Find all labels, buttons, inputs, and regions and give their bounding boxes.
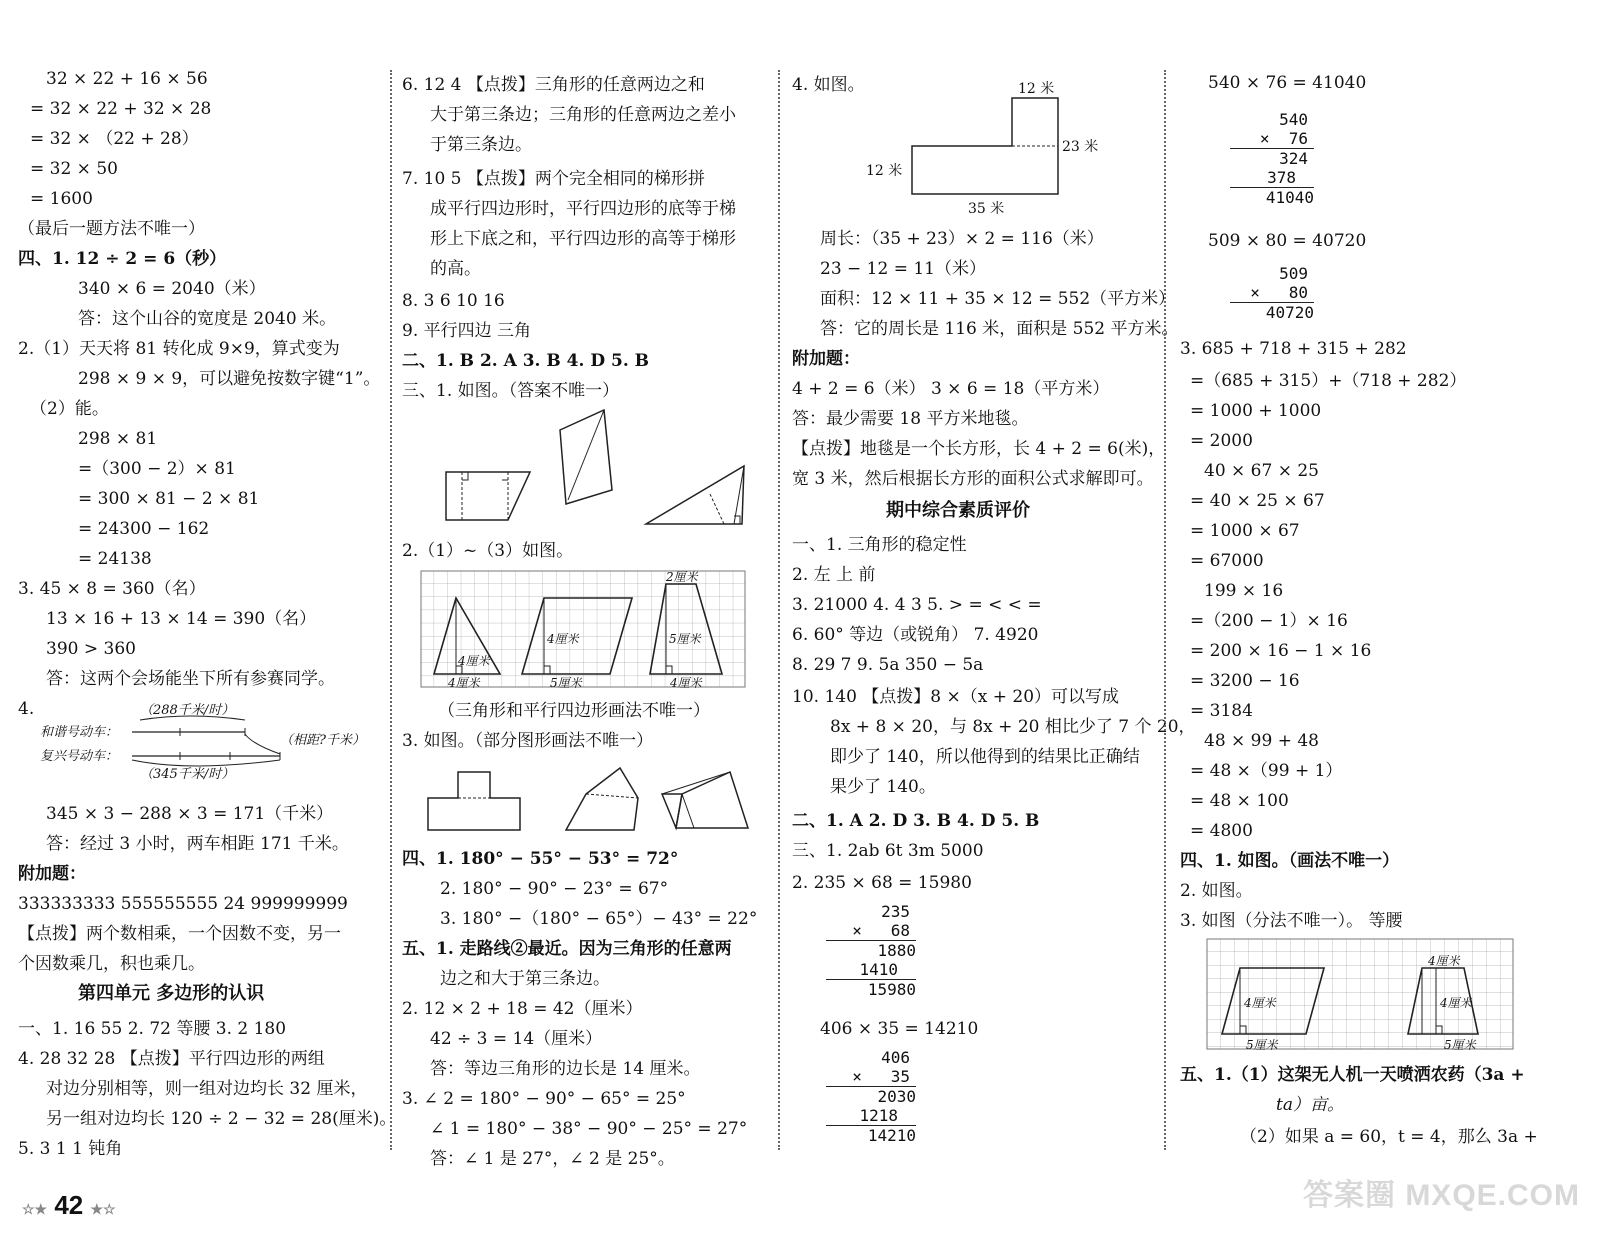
text-line: 2.（1）天天将 81 转化成 9×9，算式变为 [18, 339, 340, 359]
right-length-label: 23 米 [1062, 139, 1099, 155]
text-line: 于第三条边。 [430, 135, 532, 155]
mult-line: × 68 [826, 921, 916, 941]
text-line: 四、1. 12 ÷ 2 = 6（秒） [18, 249, 227, 269]
mult-line: 15980 [867, 980, 916, 999]
text-line: 3. 45 × 8 = 360（名） [18, 579, 206, 599]
train-lines [40, 700, 380, 782]
text-line: 三、1. 如图。（答案不唯一） [402, 381, 620, 401]
star-icon: ★☆ [90, 1201, 116, 1217]
text-line: 23 − 12 = 11（米） [820, 259, 986, 279]
l-shape-figure [862, 78, 1162, 238]
mult-line: 1218 [826, 1106, 916, 1126]
text-line: 五、1.（1）这架无人机一天喷洒农药（3a + [1180, 1065, 1525, 1085]
train-name-2: 复兴号动车： [40, 749, 119, 764]
text-line: 5. 3 1 1 钝角 [18, 1139, 123, 1159]
text-line: 四、1. 180° − 55° − 53° = 72° [402, 849, 679, 869]
speed-label-top: （288千米/时） [140, 703, 235, 718]
text-line: 4. [18, 699, 35, 719]
text-line: （三角形和平行四边形画法不唯一） [438, 701, 710, 721]
vertical-multiplication-3 [1230, 110, 1314, 207]
text-line: 2. 235 × 68 = 15980 [792, 873, 972, 893]
text-line: = 3200 − 16 [1190, 671, 1300, 691]
text-line: 540 × 76 = 41040 [1208, 73, 1367, 93]
top-length-label: 12 米 [1018, 81, 1055, 97]
heights-figure [442, 408, 772, 538]
text-line: 2. 左 上 前 [792, 565, 876, 585]
text-line: = 4800 [1190, 821, 1253, 841]
text-line: = 24138 [78, 549, 152, 569]
text-line: 三、1. 2ab 6t 3m 5000 [792, 841, 984, 861]
column-divider [1164, 70, 1166, 1150]
text-line: = 67000 [1190, 551, 1264, 571]
text-line: 一、1. 16 55 2. 72 等腰 3. 2 180 [18, 1019, 287, 1039]
mult-line: 509 [1279, 264, 1308, 283]
para-height-label-2: 4厘米 [1244, 996, 1276, 1010]
text-line: ta）亩。 [1276, 1095, 1344, 1115]
speed-label-bottom: （345千米/时） [140, 767, 235, 782]
text-line: 附加题： [792, 349, 860, 369]
text-line: 边之和大于第三条边。 [440, 969, 610, 989]
text-line: 48 × 99 + 48 [1204, 731, 1319, 751]
trap-height-label-2: 4厘米 [1440, 996, 1472, 1010]
text-line: = 24300 − 162 [78, 519, 210, 539]
text-line: 二、1. A 2. D 3. B 4. D 5. B [792, 811, 1040, 831]
text-line: 面积：12 × 11 + 35 × 12 = 552（平方米） [820, 289, 1176, 309]
text-line: 2. 12 × 2 + 18 = 42（厘米） [402, 999, 643, 1019]
mult-line: 1880 [877, 941, 916, 960]
text-line: 【点拨】两个数相乘，一个因数不变，另一 [18, 924, 341, 944]
text-line: 42 ÷ 3 = 14（厘米） [430, 1029, 603, 1049]
mult-line: 324 [1279, 149, 1308, 168]
text-line: 答：∠ 1 是 27°，∠ 2 是 25°。 [430, 1149, 675, 1169]
column-divider [390, 70, 392, 1150]
para-base-label-2: 5厘米 [1246, 1038, 1278, 1052]
text-line: 一、1. 三角形的稳定性 [792, 535, 967, 555]
text-line: 406 × 35 = 14210 [820, 1019, 979, 1039]
text-line: ∠ 1 = 180° − 38° − 90° − 25° = 27° [430, 1119, 748, 1139]
text-line: 7. 10 5 【点拨】两个完全相同的梯形拼 [402, 169, 705, 189]
text-line: = 3184 [1190, 701, 1253, 721]
text-line: 另一组对边均长 120 ÷ 2 − 32 = 28(厘米)。 [46, 1109, 397, 1129]
text-line: = 300 × 81 − 2 × 81 [78, 489, 260, 509]
text-line: 果少了 140。 [830, 777, 936, 797]
text-line: 3. ∠ 2 = 180° − 90° − 65° = 25° [402, 1089, 686, 1109]
text-line: 345 × 3 − 288 × 3 = 171（千米） [46, 804, 334, 824]
train-diagram [40, 700, 380, 782]
mult-line: × 76 [1230, 129, 1314, 149]
text-line: 3. 685 + 718 + 315 + 282 [1180, 339, 1407, 359]
mult-line: 235 [881, 902, 910, 921]
text-line: 形上下底之和，平行四边形的高等于梯形 [430, 229, 736, 249]
text-line: 答：这个山谷的宽度是 2040 米。 [78, 309, 337, 329]
text-line: 3. 21000 4. 4 3 5. > = < < = [792, 595, 1042, 615]
text-line: 13 × 16 + 13 × 14 = 390（名） [46, 609, 317, 629]
section-heading: 期中综合素质评价 [886, 500, 1030, 521]
grid-figure [420, 570, 746, 688]
text-line: 390 > 360 [46, 639, 136, 659]
mult-line: 41040 [1265, 188, 1314, 207]
text-line: 8. 3 6 10 16 [402, 291, 505, 311]
mult-line: 540 [1279, 110, 1308, 129]
page-number [22, 1190, 116, 1221]
text-line: 6. 12 4 【点拨】三角形的任意两边之和 [402, 75, 705, 95]
tri-height-label: 4厘米 [458, 654, 490, 668]
text-line: 答：最少需要 18 平方米地毯。 [792, 409, 1029, 429]
text-line: 宽 3 米，然后根据长方形的面积公式求解即可。 [792, 469, 1154, 489]
l-shape-drawing [862, 78, 1162, 238]
para-height-label: 4厘米 [547, 632, 579, 646]
text-line: 答：经过 3 小时，两车相距 171 千米。 [46, 834, 349, 854]
composite-shapes-figure [426, 758, 766, 838]
mult-line: 1410 [826, 960, 916, 980]
text-line: 4. 如图。 [792, 75, 865, 95]
text-line: 3. 如图（分法不唯一）。 等腰 [1180, 911, 1403, 931]
watermark: 答案圈 MXQE.COM [1302, 1179, 1580, 1212]
mult-line: × 80 [1230, 283, 1314, 303]
trap-height-label: 5厘米 [669, 632, 701, 646]
trap-base-label-2: 5厘米 [1444, 1038, 1476, 1052]
star-icon: ☆★ [22, 1201, 48, 1217]
text-line: 二、1. B 2. A 3. B 4. D 5. B [402, 351, 650, 371]
text-line: 298 × 81 [78, 429, 158, 449]
text-line: 340 × 6 = 2040（米） [78, 279, 266, 299]
text-line: = 32 × 50 [30, 159, 118, 179]
grid-figure-2 [1206, 938, 1516, 1052]
text-line: 8. 29 7 9. 5a 350 − 5a [792, 655, 984, 675]
text-line: 2.（1）~（3）如图。 [402, 541, 574, 561]
trap-base-label: 4厘米 [670, 676, 702, 690]
trap-top-label: 2厘米 [666, 570, 698, 584]
para-base-label: 5厘米 [550, 676, 582, 690]
mult-line: 14210 [867, 1126, 916, 1145]
text-line: 4 + 2 = 6（米） 3 × 6 = 18（平方米） [792, 379, 1110, 399]
gap-label: （相距?千米） [280, 733, 365, 748]
text-line: 答：它的周长是 116 米，面积是 552 平方米。 [820, 319, 1179, 339]
text-line: =（200 − 1）× 16 [1190, 611, 1348, 631]
text-line: 9. 平行四边 三角 [402, 321, 532, 341]
bottom-length-label: 35 米 [968, 201, 1005, 217]
text-line: 8x + 8 × 20，与 8x + 20 相比少了 7 个 20， [830, 717, 1196, 737]
text-line: （最后一题方法不唯一） [18, 219, 205, 239]
text-line: 即少了 140，所以他得到的结果比正确结 [830, 747, 1140, 767]
text-line: 大于第三条边；三角形的任意两边之差小 [430, 105, 736, 125]
text-line: =（685 + 315）+（718 + 282） [1190, 371, 1467, 391]
text-line: （2）能。 [30, 399, 109, 419]
text-line: 298 × 9 × 9，可以避免按数字键“1”。 [78, 369, 381, 389]
text-line: = 48 × 100 [1190, 791, 1289, 811]
text-line: 附加题： [18, 864, 86, 884]
text-line: 答：等边三角形的边长是 14 厘米。 [430, 1059, 701, 1079]
text-line: 6. 60° 等边（或锐角） 7. 4920 [792, 625, 1039, 645]
text-line: 4. 28 32 28 【点拨】平行四边形的两组 [18, 1049, 325, 1069]
text-line: = 32 × （22 + 28） [30, 129, 199, 149]
text-line: 333333333 555555555 24 999999999 [18, 894, 348, 914]
text-line: （2）如果 a = 60，t = 4，那么 3a + [1240, 1127, 1538, 1147]
text-line: 199 × 16 [1204, 581, 1284, 601]
vertical-multiplication-2 [826, 1048, 916, 1145]
train-name-1: 和谐号动车： [40, 725, 119, 740]
text-line: 10. 140 【点拨】8 ×（x + 20）可以写成 [792, 687, 1120, 707]
text-line: 的高。 [430, 259, 481, 279]
text-line: = 2000 [1190, 431, 1253, 451]
text-line: 成平行四边形时，平行四边形的底等于梯 [430, 199, 736, 219]
mult-line: × 35 [826, 1067, 916, 1087]
text-line: 周长：（35 + 23）× 2 = 116（米） [820, 229, 1104, 249]
text-line: 个因数乘几，积也乘几。 [18, 954, 205, 974]
vertical-multiplication-1 [826, 902, 916, 999]
text-line: 2. 如图。 [1180, 881, 1253, 901]
mult-line: 40720 [1265, 303, 1314, 322]
mult-line: 406 [881, 1048, 910, 1067]
text-line: = 1000 + 1000 [1190, 401, 1322, 421]
text-line: 【点拨】地毯是一个长方形，长 4 + 2 = 6(米)， [792, 439, 1166, 459]
section-heading: 第四单元 多边形的认识 [78, 983, 265, 1004]
vertical-multiplication-4 [1230, 264, 1314, 322]
text-line: = 32 × 22 + 32 × 28 [30, 99, 212, 119]
text-line: 40 × 67 × 25 [1204, 461, 1319, 481]
text-line: = 48 ×（99 + 1） [1190, 761, 1343, 781]
text-line: 32 × 22 + 16 × 56 [46, 69, 208, 89]
text-line: = 1000 × 67 [1190, 521, 1300, 541]
text-line: 对边分别相等，则一组对边均长 32 厘米， [46, 1079, 368, 1099]
column-divider [778, 70, 780, 1150]
text-line: 四、1. 如图。（画法不唯一） [1180, 851, 1400, 871]
left-length-label: 12 米 [866, 163, 903, 179]
text-line: 3. 如图。（部分图形画法不唯一） [402, 731, 654, 751]
trap-top-label-2: 4厘米 [1428, 954, 1460, 968]
text-line: = 200 × 16 − 1 × 16 [1190, 641, 1372, 661]
text-line: 509 × 80 = 40720 [1208, 231, 1367, 251]
text-line: = 40 × 25 × 67 [1190, 491, 1325, 511]
page-number-value: 42 [54, 1190, 84, 1220]
text-line: =（300 − 2）× 81 [78, 459, 236, 479]
text-line: 3. 180° −（180° − 65°）− 43° = 22° [440, 909, 758, 929]
mult-line: 2030 [877, 1087, 916, 1106]
tri-base-label: 4厘米 [448, 676, 480, 690]
text-line: = 1600 [30, 189, 93, 209]
mult-line: 378 [1230, 168, 1314, 188]
text-line: 2. 180° − 90° − 23° = 67° [440, 879, 669, 899]
text-line: 答：这两个会场能坐下所有参赛同学。 [46, 669, 335, 689]
text-line: 五、1. 走路线②最近。因为三角形的任意两 [402, 939, 732, 959]
